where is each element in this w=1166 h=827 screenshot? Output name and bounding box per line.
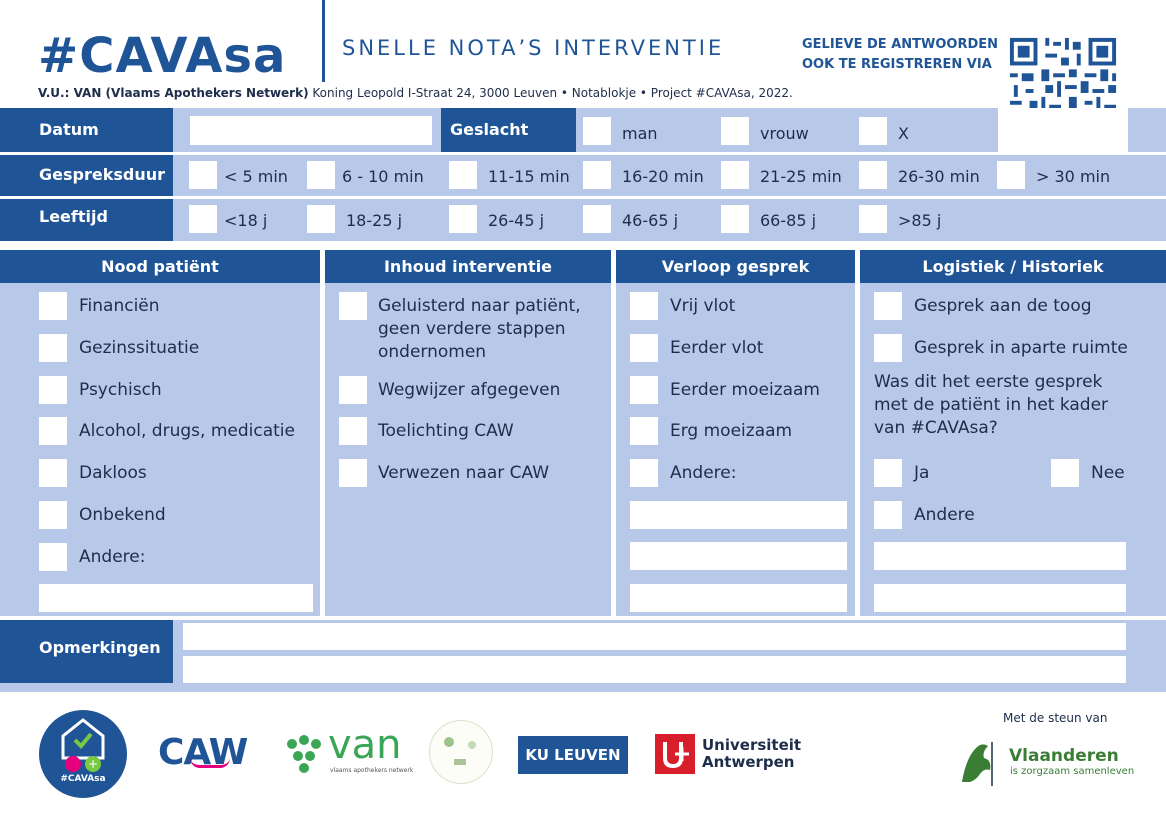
geslacht-label: Geslacht xyxy=(450,120,529,139)
checkbox-logistiek-2[interactable] xyxy=(874,334,902,362)
vu-address: Koning Leopold I-Straat 24, 3000 Leuven • Notablokje • Project #CAVAsa, 2022. xyxy=(312,86,793,100)
opmerkingen-label: Opmerkingen xyxy=(39,638,161,657)
checkbox-nood-5[interactable] xyxy=(39,459,67,487)
vu-bold: V.U.: VAN (Vlaams Apothekers Netwerk) xyxy=(38,86,309,100)
option-duur-6: 26-30 min xyxy=(898,167,980,186)
nood-item-6: Onbekend xyxy=(79,505,166,525)
col-divider-3 xyxy=(855,250,860,616)
col-inhoud-title: Inhoud interventie xyxy=(325,250,611,283)
inhoud-item-4: Verwezen naar CAW xyxy=(378,463,550,483)
option-duur-7: > 30 min xyxy=(1036,167,1111,186)
checkbox-vrouw[interactable] xyxy=(721,117,749,145)
caw-logo: CAW xyxy=(158,732,248,773)
option-duur-5: 21-25 min xyxy=(760,167,842,186)
vlaanderen-logo: Vlaanderen xyxy=(1009,746,1119,766)
checkbox-leeftijd-2[interactable] xyxy=(307,205,335,233)
option-leeftijd-1: <18 j xyxy=(224,211,268,230)
option-vrouw: vrouw xyxy=(760,124,809,143)
cavasa-badge-logo xyxy=(39,710,127,798)
checkbox-inhoud-4[interactable] xyxy=(339,459,367,487)
option-duur-3: 11-15 min xyxy=(488,167,570,186)
ua-icon xyxy=(655,734,695,774)
kuleuven-text: KU LEUVEN xyxy=(525,746,621,764)
option-man: man xyxy=(622,124,658,143)
register-text-1: GELIEVE DE ANTWOORDEN xyxy=(802,37,999,52)
verloop-item-1: Vrij vlot xyxy=(670,296,736,316)
logistiek-andere: Andere xyxy=(914,505,975,525)
checkbox-nood-6[interactable] xyxy=(39,501,67,529)
checkbox-leeftijd-1[interactable] xyxy=(189,205,217,233)
checkbox-x[interactable] xyxy=(859,117,887,145)
checkbox-leeftijd-3[interactable] xyxy=(449,205,477,233)
checkbox-duur-3[interactable] xyxy=(449,161,477,189)
checkbox-inhoud-3[interactable] xyxy=(339,417,367,445)
checkbox-duur-1[interactable] xyxy=(189,161,217,189)
vlaanderen-subtitle: is zorgzaam samenleven xyxy=(1010,766,1135,777)
logistiek-item-1: Gesprek aan de toog xyxy=(914,296,1092,316)
nood-andere-field[interactable] xyxy=(39,584,313,612)
checkbox-verloop-3[interactable] xyxy=(630,376,658,404)
checkbox-logistiek-1[interactable] xyxy=(874,292,902,320)
inhoud-item-2: Wegwijzer afgegeven xyxy=(378,380,561,400)
checkbox-man[interactable] xyxy=(583,117,611,145)
verloop-item-5: Andere: xyxy=(670,463,737,483)
checkbox-duur-2[interactable] xyxy=(307,161,335,189)
steun-text: Met de steun van xyxy=(1003,711,1108,725)
option-leeftijd-3: 26-45 j xyxy=(488,211,545,230)
checkbox-duur-4[interactable] xyxy=(583,161,611,189)
qr-backing xyxy=(998,108,1128,154)
option-duur-4: 16-20 min xyxy=(622,167,704,186)
col-divider-1 xyxy=(320,250,325,616)
verloop-item-4: Erg moeizaam xyxy=(670,421,793,441)
nood-item-2: Gezinssituatie xyxy=(79,338,200,358)
checkbox-logistiek-andere[interactable] xyxy=(874,501,902,529)
inhoud-item-3: Toelichting CAW xyxy=(378,421,514,441)
leeftijd-label: Leeftijd xyxy=(39,207,108,226)
col-divider-2 xyxy=(611,250,616,616)
van-logo: van xyxy=(328,722,402,768)
nood-item-7: Andere: xyxy=(79,547,146,567)
checkbox-nood-7[interactable] xyxy=(39,543,67,571)
option-leeftijd-5: 66-85 j xyxy=(760,211,817,230)
verloop-andere-field-2[interactable] xyxy=(630,542,847,570)
checkbox-nood-1[interactable] xyxy=(39,292,67,320)
logistiek-andere-field-1[interactable] xyxy=(874,542,1126,570)
checkbox-duur-5[interactable] xyxy=(721,161,749,189)
van-leaf-icon xyxy=(284,734,324,778)
option-ja: Ja xyxy=(914,463,930,483)
form-title: SNELLE NOTA’S INTERVENTIE xyxy=(342,36,725,60)
brand-title: #CAVAsa xyxy=(38,28,287,84)
van-subtitle: vlaams apothekers netwerk xyxy=(330,767,414,774)
nood-item-5: Dakloos xyxy=(79,463,147,483)
option-duur-1: < 5 min xyxy=(224,167,288,186)
checkbox-duur-6[interactable] xyxy=(859,161,887,189)
option-nee: Nee xyxy=(1091,463,1125,483)
checkbox-verloop-5[interactable] xyxy=(630,459,658,487)
logistiek-question: Was dit het eerste gesprek met de patiënt in het kader van #CAVAsa? xyxy=(874,372,1109,438)
checkbox-verloop-2[interactable] xyxy=(630,334,658,362)
verloop-andere-field-1[interactable] xyxy=(630,501,847,529)
nood-item-3: Psychisch xyxy=(79,380,162,400)
opmerkingen-field-2[interactable] xyxy=(183,656,1126,683)
header-divider xyxy=(322,0,325,82)
option-leeftijd-4: 46-65 j xyxy=(622,211,679,230)
checkbox-verloop-1[interactable] xyxy=(630,292,658,320)
verloop-andere-field-3[interactable] xyxy=(630,584,847,612)
checkbox-leeftijd-6[interactable] xyxy=(859,205,887,233)
checkbox-ja[interactable] xyxy=(874,459,902,487)
checkbox-leeftijd-4[interactable] xyxy=(583,205,611,233)
register-text-2: OOK TE REGISTREREN VIA xyxy=(802,57,992,72)
nood-item-4: Alcohol, drugs, medicatie xyxy=(79,421,295,441)
logistiek-item-2: Gesprek in aparte ruimte xyxy=(914,338,1128,358)
ua-text-1: Universiteit xyxy=(702,736,802,754)
option-leeftijd-6: >85 j xyxy=(898,211,942,230)
verloop-item-2: Eerder vlot xyxy=(670,338,764,358)
kuleuven-logo xyxy=(518,736,628,774)
nood-item-1: Financiën xyxy=(79,296,160,316)
house-heart-icon xyxy=(39,710,127,798)
verloop-item-3: Eerder moeizaam xyxy=(670,380,820,400)
option-duur-2: 6 - 10 min xyxy=(342,167,424,186)
opmerkingen-field-1[interactable] xyxy=(183,623,1126,650)
datum-label: Datum xyxy=(39,120,99,139)
checkbox-verloop-4[interactable] xyxy=(630,417,658,445)
option-leeftijd-2: 18-25 j xyxy=(346,211,403,230)
caw-swoosh xyxy=(190,758,230,768)
col-nood-title: Nood patiënt xyxy=(0,250,320,283)
badge-text: #CAVAsa xyxy=(60,774,106,784)
checkbox-nood-4[interactable] xyxy=(39,417,67,445)
datum-field[interactable] xyxy=(190,116,432,145)
checkbox-inhoud-2[interactable] xyxy=(339,376,367,404)
duur-label: Gespreksduur xyxy=(39,165,165,184)
ua-text-2: Antwerpen xyxy=(702,753,795,771)
col-logistiek-title: Logistiek / Historiek xyxy=(860,250,1166,283)
vu-line xyxy=(38,86,793,100)
checkbox-nood-2[interactable] xyxy=(39,334,67,362)
inhoud-item-1: Geluisterd naar patiënt, geen verdere stappen ondernomen xyxy=(378,296,581,362)
vlaanderen-lion-icon xyxy=(958,738,998,790)
col-verloop-title: Verloop gesprek xyxy=(616,250,855,283)
option-x: X xyxy=(898,124,909,143)
logistiek-andere-field-2[interactable] xyxy=(874,584,1126,612)
checkbox-inhoud-1[interactable] xyxy=(339,292,367,320)
checkbox-duur-7[interactable] xyxy=(997,161,1025,189)
checkbox-nee[interactable] xyxy=(1051,459,1079,487)
checkbox-leeftijd-5[interactable] xyxy=(721,205,749,233)
svg-text:+: + xyxy=(87,757,99,771)
checkbox-nood-3[interactable] xyxy=(39,376,67,404)
partner-round-logo xyxy=(429,720,493,784)
